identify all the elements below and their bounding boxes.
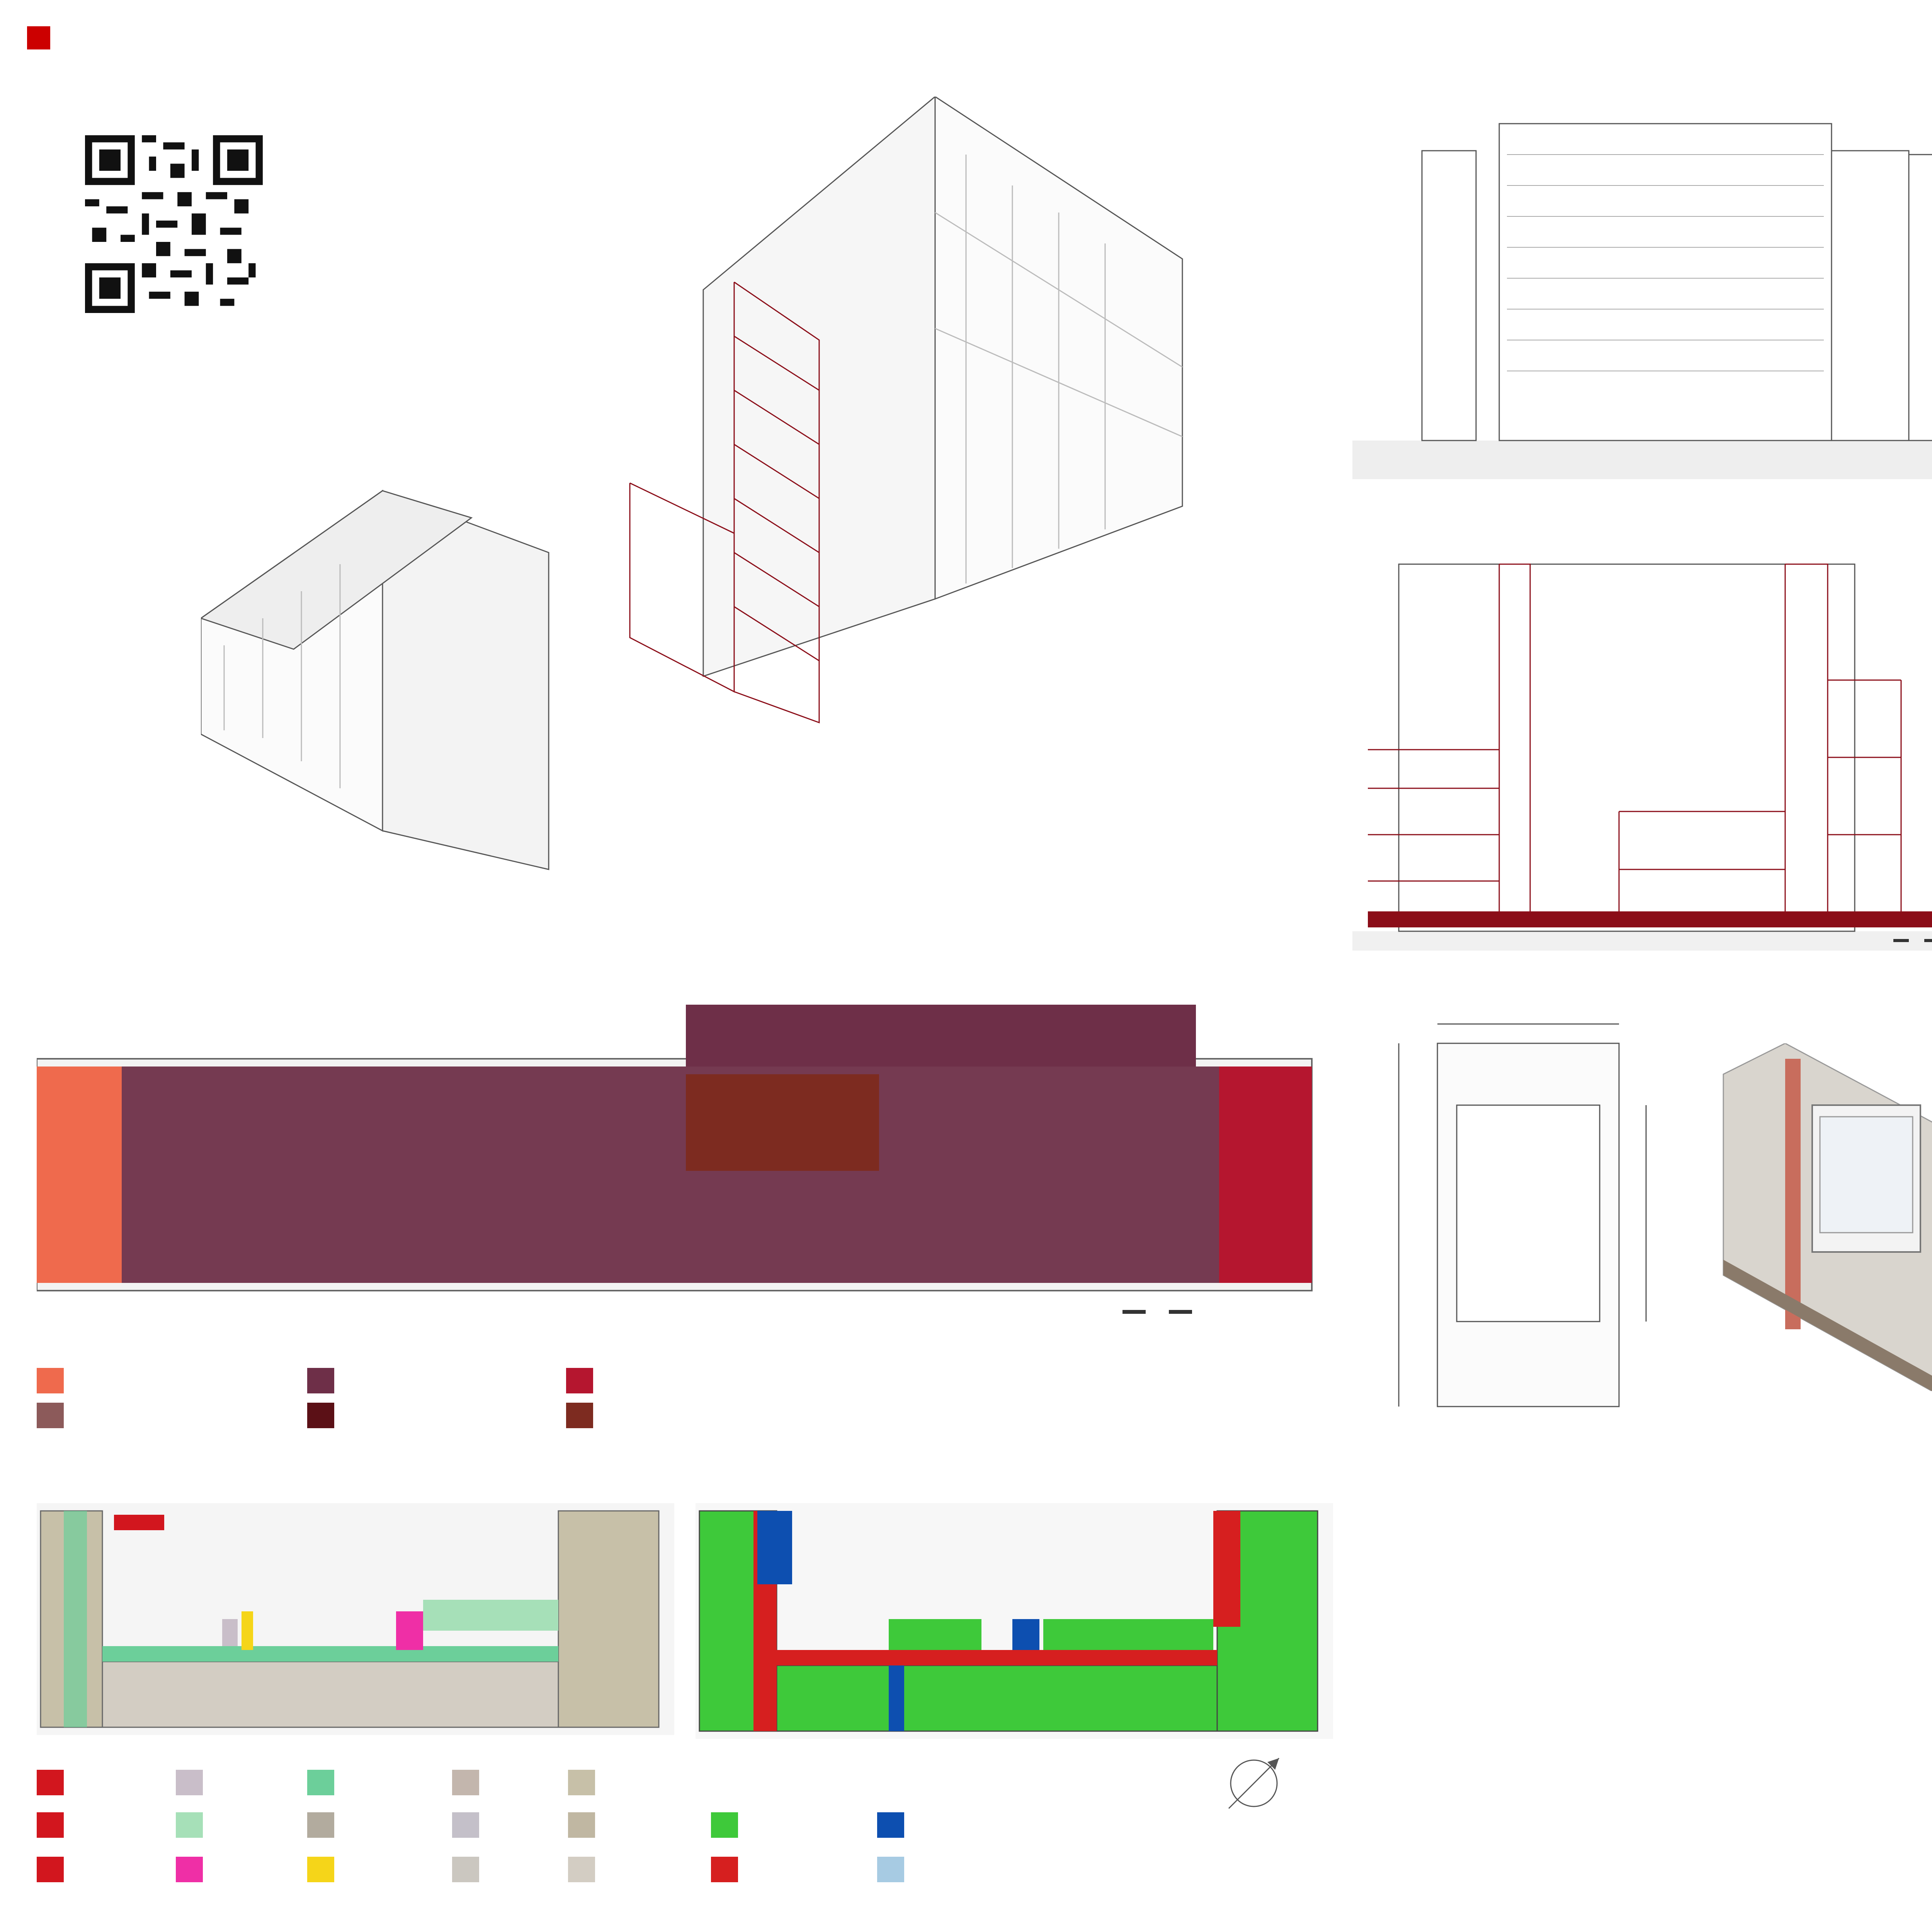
legend-tipologia-item [452,1770,490,1795]
legend-swatch [176,1857,203,1882]
legend-direzione-item [566,1368,604,1393]
legend-categoria-item [877,1812,915,1838]
plan-sesto-drawing [37,1005,1320,1333]
legend-swatch [307,1812,334,1838]
legend-swatch [568,1770,595,1795]
sezione-longitudinale-drawing [1352,541,1932,954]
legend-swatch [307,1857,334,1882]
legend-swatch [37,1857,64,1882]
corner-marker [27,26,50,49]
legend-swatch [568,1857,595,1882]
legend-swatch [711,1857,738,1882]
legend-swatch [37,1368,64,1393]
legend-direzione-item [307,1403,345,1428]
legend-swatch [568,1812,595,1838]
window-elevation-drawing [1352,997,1700,1422]
legend-swatch [877,1812,904,1838]
legend-swatch [566,1403,593,1428]
legend-tipologia-item [568,1857,606,1882]
plan-terzo-drawing [37,1503,674,1735]
legend-tipologia-item [568,1812,606,1838]
legend-direzione-item [37,1368,75,1393]
legend-swatch [176,1812,203,1838]
legend-tipologia-item [307,1770,345,1795]
axonometric-view [201,97,1283,924]
legend-swatch [176,1770,203,1795]
plan-quarto-drawing [696,1503,1333,1739]
legend-swatch [307,1368,334,1393]
legend-tipologia-item [307,1857,345,1882]
legend-swatch [307,1770,334,1795]
legend-tipologia-item [452,1812,490,1838]
legend-swatch [37,1812,64,1838]
prospetto-nord-drawing [1352,108,1932,479]
legend-tipologia-item [452,1857,490,1882]
north-arrow-icon [1217,1747,1291,1820]
legend-direzione-item [566,1403,604,1428]
legend-categoria-item [711,1812,749,1838]
legend-direzione-item [307,1368,345,1393]
legend-swatch [877,1857,904,1882]
legend-tipologia-item [37,1770,75,1795]
legend-swatch [37,1403,64,1428]
legend-tipologia-item [176,1857,214,1882]
legend-swatch [307,1403,334,1428]
legend-categoria-item [877,1857,915,1882]
legend-swatch [452,1770,479,1795]
legend-tipologia-item [37,1857,75,1882]
legend-direzione-item [37,1403,75,1428]
legend-swatch [711,1812,738,1838]
legend-swatch [566,1368,593,1393]
legend-tipologia-item [568,1770,606,1795]
legend-categoria-item [711,1857,749,1882]
legend-swatch [452,1857,479,1882]
window-3d-view [1716,1043,1932,1391]
legend-swatch [37,1770,64,1795]
legend-tipologia-item [307,1812,345,1838]
legend-swatch [452,1812,479,1838]
legend-tipologia-item [176,1770,214,1795]
legend-tipologia-item [37,1812,75,1838]
legend-tipologia-item [176,1812,214,1838]
